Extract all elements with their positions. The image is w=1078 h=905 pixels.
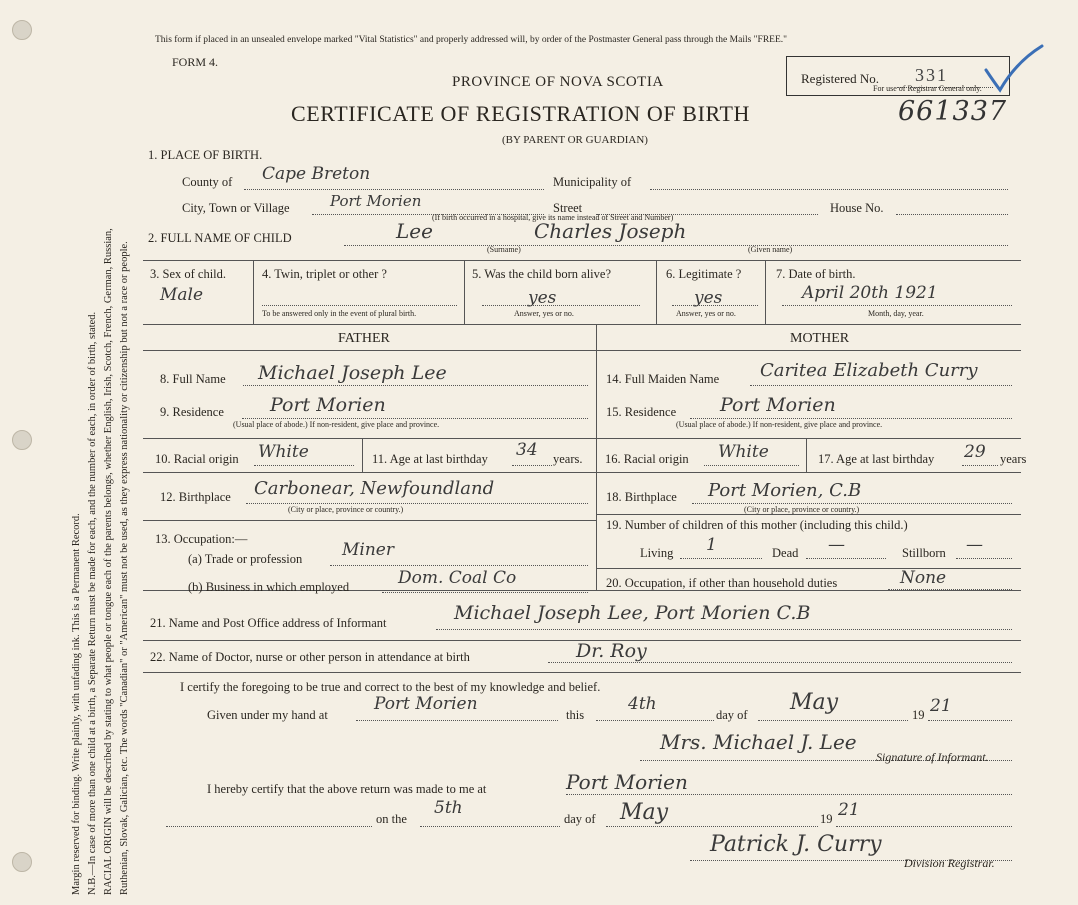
father-residence-note: (Usual place of abode.) If non-resident, give place and province. [233,420,440,429]
child-name-label: 2. FULL NAME OF CHILD [148,231,292,245]
father-racial: White [258,442,309,462]
city-value: Port Morien [330,192,422,210]
living-value: 1 [706,535,717,555]
father-age-label: 11. Age at last birthday [372,452,488,466]
given-year: 21 [930,696,952,716]
father-age: 34 [516,440,538,460]
registered-label: Registered No. [801,71,879,86]
registered-value: 331 [915,65,948,85]
father-years: years. [553,452,583,466]
father-racial-label: 10. Racial origin [155,452,239,466]
informant-label: 21. Name and Post Office address of Informant [150,616,387,630]
dayof-label: day of [716,708,748,722]
sex-value: Male [160,285,204,305]
registrar-label: Division Registrar. [904,856,995,870]
reg-dayof-label: day of [564,812,596,826]
dob-label: 7. Date of birth. [776,267,856,281]
dob-value: April 20th 1921 [802,283,938,303]
registrar-place: Port Morien [566,770,688,794]
child-given-name: Charles Joseph [534,219,687,243]
registration-month: May [620,800,669,825]
children-label: 19. Number of children of this mother (including this child.) [606,518,908,532]
dob-note: Month, day, year. [868,309,924,318]
reg-year-prefix: 19 [820,812,833,826]
mother-age-label: 17. Age at last birthday [818,452,935,466]
given-name-note: (Given name) [748,245,793,254]
father-name-label: 8. Full Name [160,372,226,386]
margin-note-3: RACIAL ORIGIN will be described by stating to what people or tongue each of the parents belongs, whether English, Irish, Scotch, French, German, Russian, [103,228,114,895]
binding-hole [12,852,32,872]
mother-name: Caritea Elizabeth Curry [760,360,978,381]
father-name: Michael Joseph Lee [258,362,447,384]
alive-note: Answer, yes or no. [514,309,574,318]
mother-name-label: 14. Full Maiden Name [606,372,720,386]
mother-residence-label: 15. Residence [606,405,677,419]
margin-note-4: Ruthenian, Slovak, Galician, etc. The words "Canadian" or "American" must not be used, as they express nationality or citizenship but not a race or people. [119,241,130,895]
registered-number-box [786,56,1010,96]
mother-age: 29 [964,442,986,462]
surname-note: (Surname) [487,245,521,254]
father-heading: FATHER [338,331,390,346]
business-label: (b) Business in which employed [188,580,350,594]
mother-residence: Port Morien [720,394,836,416]
this-label: this [566,708,585,722]
dead-label: Dead [772,546,799,560]
mother-years: years [1000,452,1027,466]
municipality-label: Municipality of [553,175,632,189]
given-place: Port Morien [374,694,478,714]
county-label: County of [182,175,233,189]
mother-occupation-label: 20. Occupation, if other than household duties [606,576,838,590]
business-value: Dom. Coal Co [398,568,517,588]
dead-value: — [828,535,845,555]
given-day: 4th [628,694,657,714]
doctor-label: 22. Name of Doctor, nurse or other person in attendance at birth [150,650,470,664]
father-birthplace-label: 12. Birthplace [160,490,231,504]
registration-year: 21 [838,800,860,820]
on-the-label: on the [376,812,407,826]
registrar-signature: Patrick J. Curry [710,832,882,857]
occupation-label: 13. Occupation:— [155,532,248,546]
father-residence: Port Morien [270,394,386,416]
trade-value: Miner [342,540,394,560]
doctor-value: Dr. Roy [576,640,647,662]
given-month: May [790,690,839,715]
checkmark-icon [982,42,1046,98]
mother-birthplace: Port Morien, C.B [708,480,862,501]
mother-racial: White [718,442,769,462]
twin-note: To be answered only in the event of plural birth. [262,309,417,318]
hospital-note: (If birth occurred in a hospital, give its name instead of Street and Number) [432,213,674,222]
informant-value: Michael Joseph Lee, Port Morien C.B [454,602,811,624]
binding-hole [12,20,32,40]
mother-heading: MOTHER [790,331,850,346]
registration-day: 5th [434,798,463,818]
certificate-subtitle: (BY PARENT OR GUARDIAN) [502,134,648,146]
legitimate-note: Answer, yes or no. [676,309,736,318]
given-label: Given under my hand at [207,708,328,722]
informant-signature: Mrs. Michael J. Lee [660,730,857,754]
alive-label: 5. Was the child born alive? [472,267,612,281]
father-birthplace-note: (City or place, province or country.) [288,505,404,514]
place-heading: 1. PLACE OF BIRTH. [148,148,263,162]
certify-statement: I certify the foregoing to be true and correct to the best of my knowledge and belief. [180,680,601,694]
mother-birthplace-label: 18. Birthplace [606,490,677,504]
mother-racial-label: 16. Racial origin [605,452,689,466]
city-label: City, Town or Village [182,201,290,215]
margin-note-2: N.B.—In case of more than one child at a birth, a Separate Return must be made for each, and the number of each, in order of birth, stated. [87,311,98,895]
registered-note: For use of Registrar General only. [873,84,982,93]
signature-label: Signature of Informant. [876,750,989,764]
father-birthplace: Carbonear, Newfoundland [254,478,495,499]
twin-label: 4. Twin, triplet or other ? [262,267,387,281]
certificate-title: CERTIFICATE OF REGISTRATION OF BIRTH [291,101,750,126]
legitimate-value: yes [694,288,723,308]
province-title: PROVINCE OF NOVA SCOTIA [452,74,664,90]
father-residence-label: 9. Residence [160,405,224,419]
sex-label: 3. Sex of child. [150,267,227,281]
binding-hole [12,430,32,450]
living-label: Living [640,546,674,560]
stillborn-label: Stillborn [902,546,946,560]
county-value: Cape Breton [262,164,371,184]
alive-value: yes [528,288,557,308]
registrar-statement: I hereby certify that the above return was made to me at [207,782,487,796]
stillborn-value: — [966,535,983,555]
year-prefix: 19 [912,708,925,722]
legitimate-label: 6. Legitimate ? [666,267,742,281]
mother-residence-note: (Usual place of abode.) If non-resident, give place and province. [676,420,883,429]
trade-label: (a) Trade or profession [188,552,303,566]
house-label: House No. [830,201,884,215]
mother-birthplace-note: (City or place, province or country.) [744,505,860,514]
child-surname: Lee [396,219,433,243]
stamp-number: 661337 [898,96,1008,127]
margin-note-1: Margin reserved for binding. Write plainly, with unfading ink. This is a Permanent Record. [71,513,82,895]
form-number: FORM 4. [172,55,219,69]
mail-notice: This form if placed in an unsealed envelope marked "Vital Statistics" and properly addressed will, by order of the Postmaster General pass through the Mails "FREE." [155,35,788,45]
mother-occupation: None [900,568,947,588]
street-label: Street [553,201,583,215]
